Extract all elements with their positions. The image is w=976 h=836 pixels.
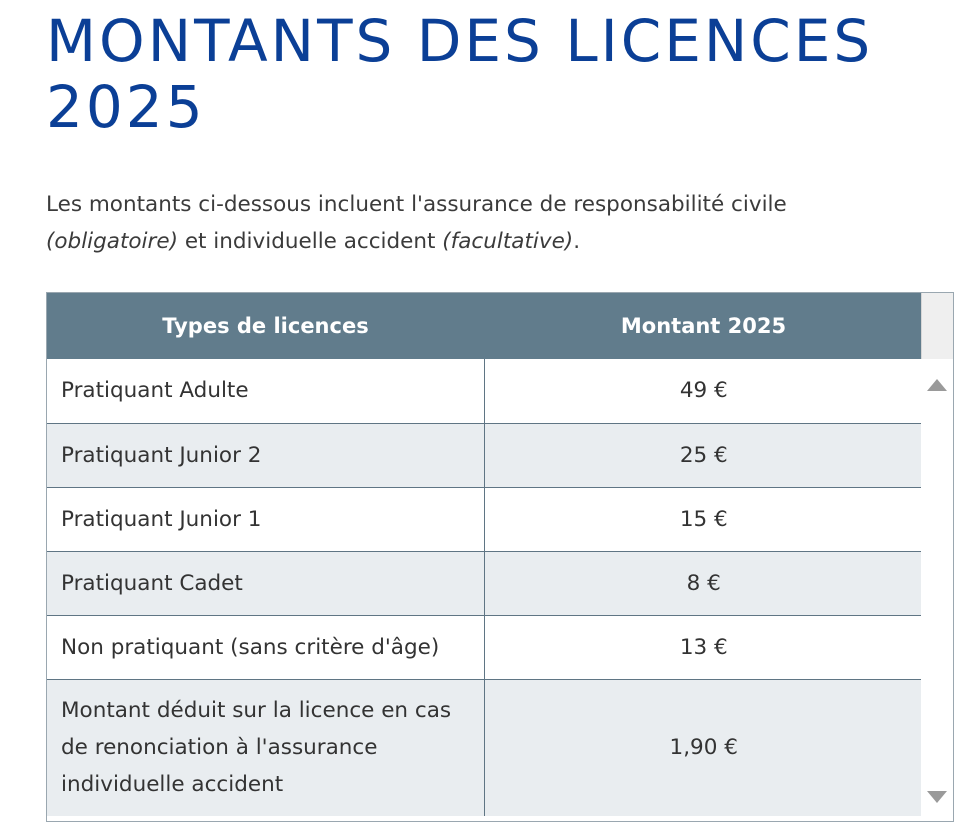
licence-type-cell: Non pratiquant (sans critère d'âge) — [47, 615, 484, 679]
licence-amount-cell: 15 € — [484, 487, 923, 551]
triangle-down-icon[interactable] — [927, 791, 947, 803]
licence-type-cell: Pratiquant Junior 2 — [47, 423, 484, 487]
licence-amount-cell: 25 € — [484, 423, 923, 487]
table-row — [47, 615, 923, 679]
triangle-up-icon[interactable] — [927, 379, 947, 391]
page-title — [46, 8, 926, 140]
licence-amount-cell: 49 € — [484, 359, 923, 423]
intro-text-3: . — [573, 229, 581, 254]
licence-type-cell: Montant déduit sur la licence en cas de renonciation à l'assurance individuelle accident — [47, 679, 484, 816]
licence-type-cell: Pratiquant Junior 1 — [47, 487, 484, 551]
page-title-line-2: 2025 — [46, 73, 206, 141]
page-title-line-1: MONTANTS DES LICENCES — [46, 7, 874, 75]
licence-amount-cell: 1,90 € — [484, 679, 923, 816]
licence-table-container[interactable] — [46, 292, 954, 822]
licence-type-cell: Pratiquant Adulte — [61, 378, 249, 404]
scrollbar-header-corner — [921, 293, 953, 359]
table-row — [47, 423, 923, 487]
table-row — [47, 487, 923, 551]
licence-type-cell: Pratiquant Cadet — [47, 551, 484, 615]
vertical-scrollbar[interactable] — [921, 359, 953, 821]
table-row — [47, 551, 923, 615]
intro-obligatoire: (obligatoire) — [46, 229, 178, 254]
licence-table — [47, 293, 923, 816]
intro-text-2: et individuelle accident — [177, 229, 443, 254]
intro-paragraph — [46, 186, 926, 260]
intro-facultative: (facultative) — [442, 229, 574, 254]
column-header-type: Types de licences — [47, 293, 484, 359]
table-row — [47, 359, 923, 423]
table-row — [47, 679, 923, 816]
intro-text-1: Les montants ci-dessous incluent l'assurance de responsabilité civile — [46, 192, 787, 217]
licence-amount-cell: 8 € — [484, 551, 923, 615]
column-header-amount: Montant 2025 — [484, 293, 923, 359]
licence-amount-cell: 13 € — [484, 615, 923, 679]
table-header-row — [47, 293, 923, 359]
